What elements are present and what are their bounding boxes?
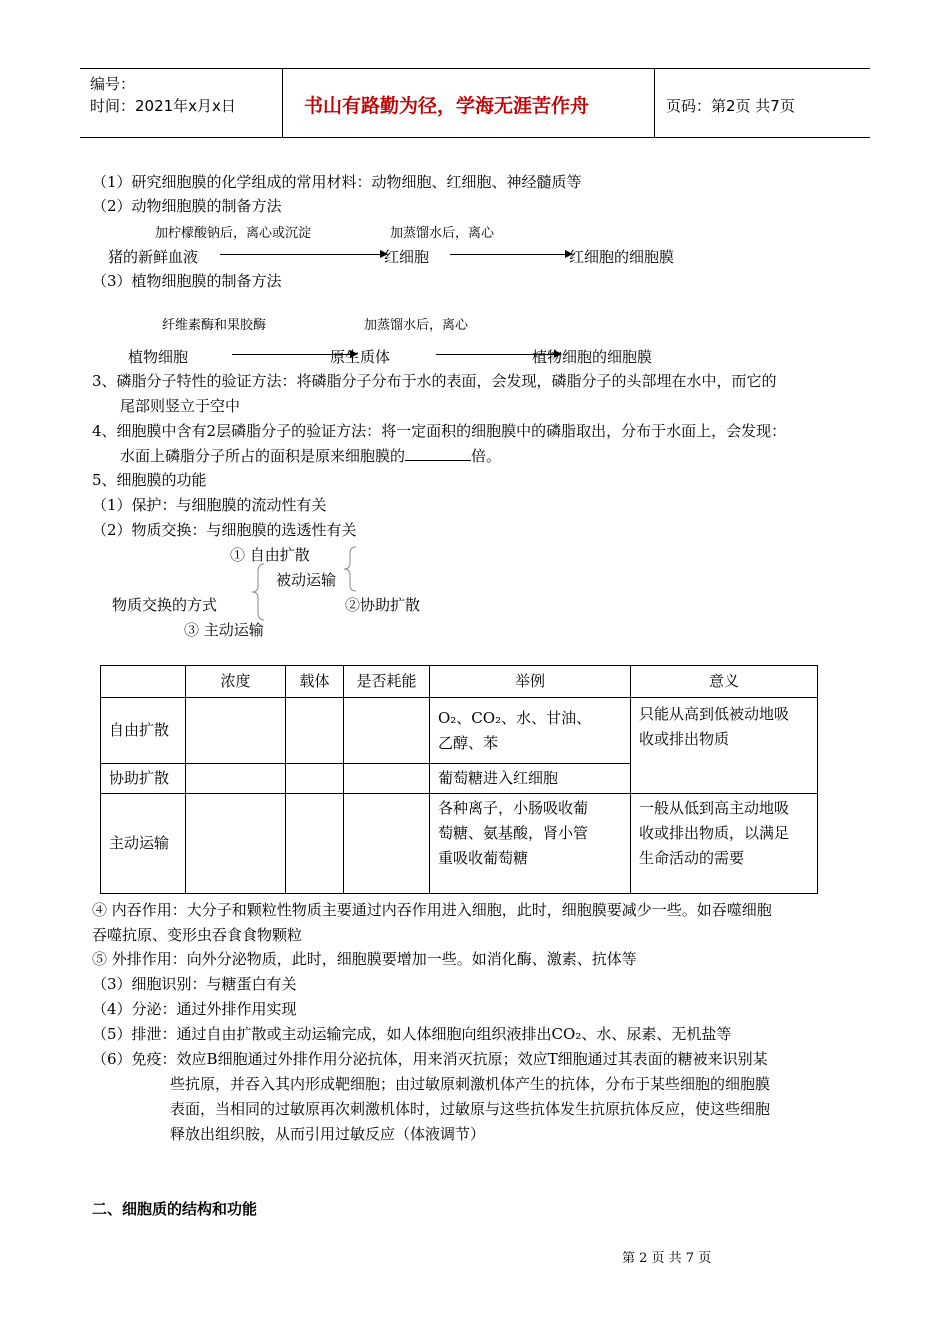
tree-brace-right bbox=[340, 545, 360, 593]
paragraph-animal-method: （2）动物细胞膜的制备方法 bbox=[92, 197, 282, 215]
table-header-cell: 载体 bbox=[286, 666, 344, 698]
table-cell bbox=[344, 698, 430, 764]
tree-facilitated: ②协助扩散 bbox=[345, 596, 421, 614]
paragraph-endocytosis-line1: ④ 内吞作用：大分子和颗粒性物质主要通过内吞作用进入细胞，此时，细胞膜要减少一些。如吞噬细胞 bbox=[92, 901, 772, 919]
table-header-cell: 意义 bbox=[631, 666, 818, 698]
paragraph-materials: （1）研究细胞膜的化学组成的常用材料：动物细胞、红细胞、神经髓质等 bbox=[92, 173, 582, 191]
paragraph-exchange: （2）物质交换：与细胞膜的选透性有关 bbox=[92, 521, 357, 539]
table-cell bbox=[344, 794, 430, 894]
paragraph-immunity-line2: 些抗原，并吞入其内形成靶细胞；由过敏原刺激机体产生的抗体，分布于某些细胞的细胞膜 bbox=[170, 1075, 771, 1093]
flow2-step2-note: 加蒸馏水后，离心 bbox=[364, 318, 469, 333]
header-motto: 书山有路勤为径，学海无涯苦作舟 bbox=[304, 95, 590, 117]
section-title: 二、细胞质的结构和功能 bbox=[92, 1200, 258, 1218]
header-divider-right bbox=[654, 69, 655, 137]
paragraph-plant-method: （3）植物细胞膜的制备方法 bbox=[92, 272, 282, 290]
flow2-node-plant-cell: 植物细胞 bbox=[128, 348, 189, 366]
transport-table bbox=[100, 665, 818, 894]
flow2-node-protoplast: 原生质体 bbox=[330, 348, 391, 366]
flow1-step2-note: 加蒸馏水后，离心 bbox=[390, 226, 495, 241]
table-cell bbox=[286, 794, 344, 894]
tree-brace-left bbox=[248, 562, 268, 622]
paragraph-secretion: （4）分泌：通过外排作用实现 bbox=[92, 1000, 297, 1018]
tree-root: 物质交换的方式 bbox=[112, 596, 218, 614]
blank-underline bbox=[405, 446, 471, 461]
table-header-cell: 举例 bbox=[430, 666, 631, 698]
table-header-row bbox=[101, 666, 818, 698]
paragraph-immunity-line4: 释放出组织胺，从而引用过敏反应（体液调节） bbox=[170, 1125, 486, 1143]
paragraph-phospholipid-line1: 3、磷脂分子特性的验证方法：将磷脂分子分布于水的表面，会发现，磷脂分子的头部埋在水中，而它的 bbox=[92, 372, 777, 390]
flow1-node-blood: 猪的新鲜血液 bbox=[108, 248, 199, 266]
table-header-cell: 浓度 bbox=[186, 666, 286, 698]
paragraph-excretion: （5）排泄：通过自由扩散或主动运输完成，如人体细胞向组织液排出CO₂、水、尿素、无机盐等 bbox=[92, 1025, 732, 1043]
flow1-node-rbc: 红细胞 bbox=[384, 248, 430, 266]
flow1-step1-note: 加柠檬酸钠后，离心或沉淀 bbox=[155, 226, 312, 241]
table-cell bbox=[344, 764, 430, 794]
tree-passive: 被动运输 bbox=[276, 571, 337, 589]
row-name: 自由扩散 bbox=[101, 698, 186, 764]
paragraph-bilayer-line1: 4、细胞膜中含有2层磷脂分子的验证方法：将一定面积的细胞膜中的磷脂取出，分布于水面上，会发现： bbox=[92, 422, 787, 440]
header-divider-left bbox=[282, 69, 283, 137]
table-cell bbox=[186, 764, 286, 794]
row-example: 各种离子，小肠吸收葡 萄糖、氨基酸，肾小管 重吸收葡萄糖 bbox=[430, 794, 631, 894]
table-cell bbox=[186, 698, 286, 764]
paragraph-immunity-line3: 表面，当相同的过敏原再次刺激机体时，过敏原与这些抗体发生抗原抗体反应，使这些细胞 bbox=[170, 1100, 771, 1118]
paragraph-recognition: （3）细胞识别：与糖蛋白有关 bbox=[92, 975, 297, 993]
table-row bbox=[101, 794, 818, 894]
number-label: 编号： bbox=[90, 75, 136, 93]
flow2-node-membrane: 植物细胞的细胞膜 bbox=[532, 348, 653, 366]
paragraph-exocytosis: ⑤ 外排作用：向外分泌物质，此时，细胞膜要增加一些。如消化酶、激素、抗体等 bbox=[92, 950, 637, 968]
bilayer-text-post: 倍。 bbox=[471, 447, 502, 465]
paragraph-functions: 5、细胞膜的功能 bbox=[92, 471, 207, 489]
row-name: 协助扩散 bbox=[101, 764, 186, 794]
paragraph-immunity-line1: （6）免疫：效应B细胞通过外排作用分泌抗体，用来消灭抗原；效应T细胞通过其表面的糖被来识别某 bbox=[92, 1050, 768, 1068]
table-row bbox=[101, 698, 818, 764]
row-name: 主动运输 bbox=[101, 794, 186, 894]
date-label: 时间：2021年x月x日 bbox=[90, 97, 236, 115]
flow2-step1-note: 纤维素酶和果胶酶 bbox=[162, 318, 267, 333]
table-cell bbox=[186, 794, 286, 894]
tree-active: ③ 主动运输 bbox=[184, 621, 264, 639]
row-example: 葡萄糖进入红细胞 bbox=[430, 764, 631, 794]
page-header bbox=[80, 68, 870, 138]
meaning-active: 一般从低到高主动地吸 收或排出物质，以满足 生命活动的需要 bbox=[631, 794, 818, 894]
bilayer-text-pre: 水面上磷脂分子所占的面积是原来细胞膜的 bbox=[120, 447, 406, 465]
tree-free-diffusion: ① 自由扩散 bbox=[230, 546, 310, 564]
row-example: O₂、CO₂、水、甘油、 乙醇、苯 bbox=[430, 698, 631, 764]
header-page-label: 页码：第2页 共7页 bbox=[666, 97, 795, 115]
flow1-arrow1-line bbox=[220, 254, 380, 255]
paragraph-bilayer-line2 bbox=[120, 445, 501, 466]
table-header-cell: 是否耗能 bbox=[344, 666, 430, 698]
table-cell bbox=[286, 698, 344, 764]
flow1-arrow2-line bbox=[450, 254, 565, 255]
table-cell bbox=[286, 764, 344, 794]
meaning-passive: 只能从高到低被动地吸 收或排出物质 bbox=[631, 698, 818, 794]
paragraph-protection: （1）保护：与细胞膜的流动性有关 bbox=[92, 496, 327, 514]
paragraph-phospholipid-line2: 尾部则竖立于空中 bbox=[120, 397, 241, 415]
flow1-node-membrane: 红细胞的细胞膜 bbox=[569, 248, 675, 266]
paragraph-endocytosis-line2: 吞噬抗原、变形虫吞食食物颗粒 bbox=[92, 926, 303, 944]
page-footer: 第 2 页 共 7 页 bbox=[622, 1251, 712, 1266]
table-header-cell bbox=[101, 666, 186, 698]
